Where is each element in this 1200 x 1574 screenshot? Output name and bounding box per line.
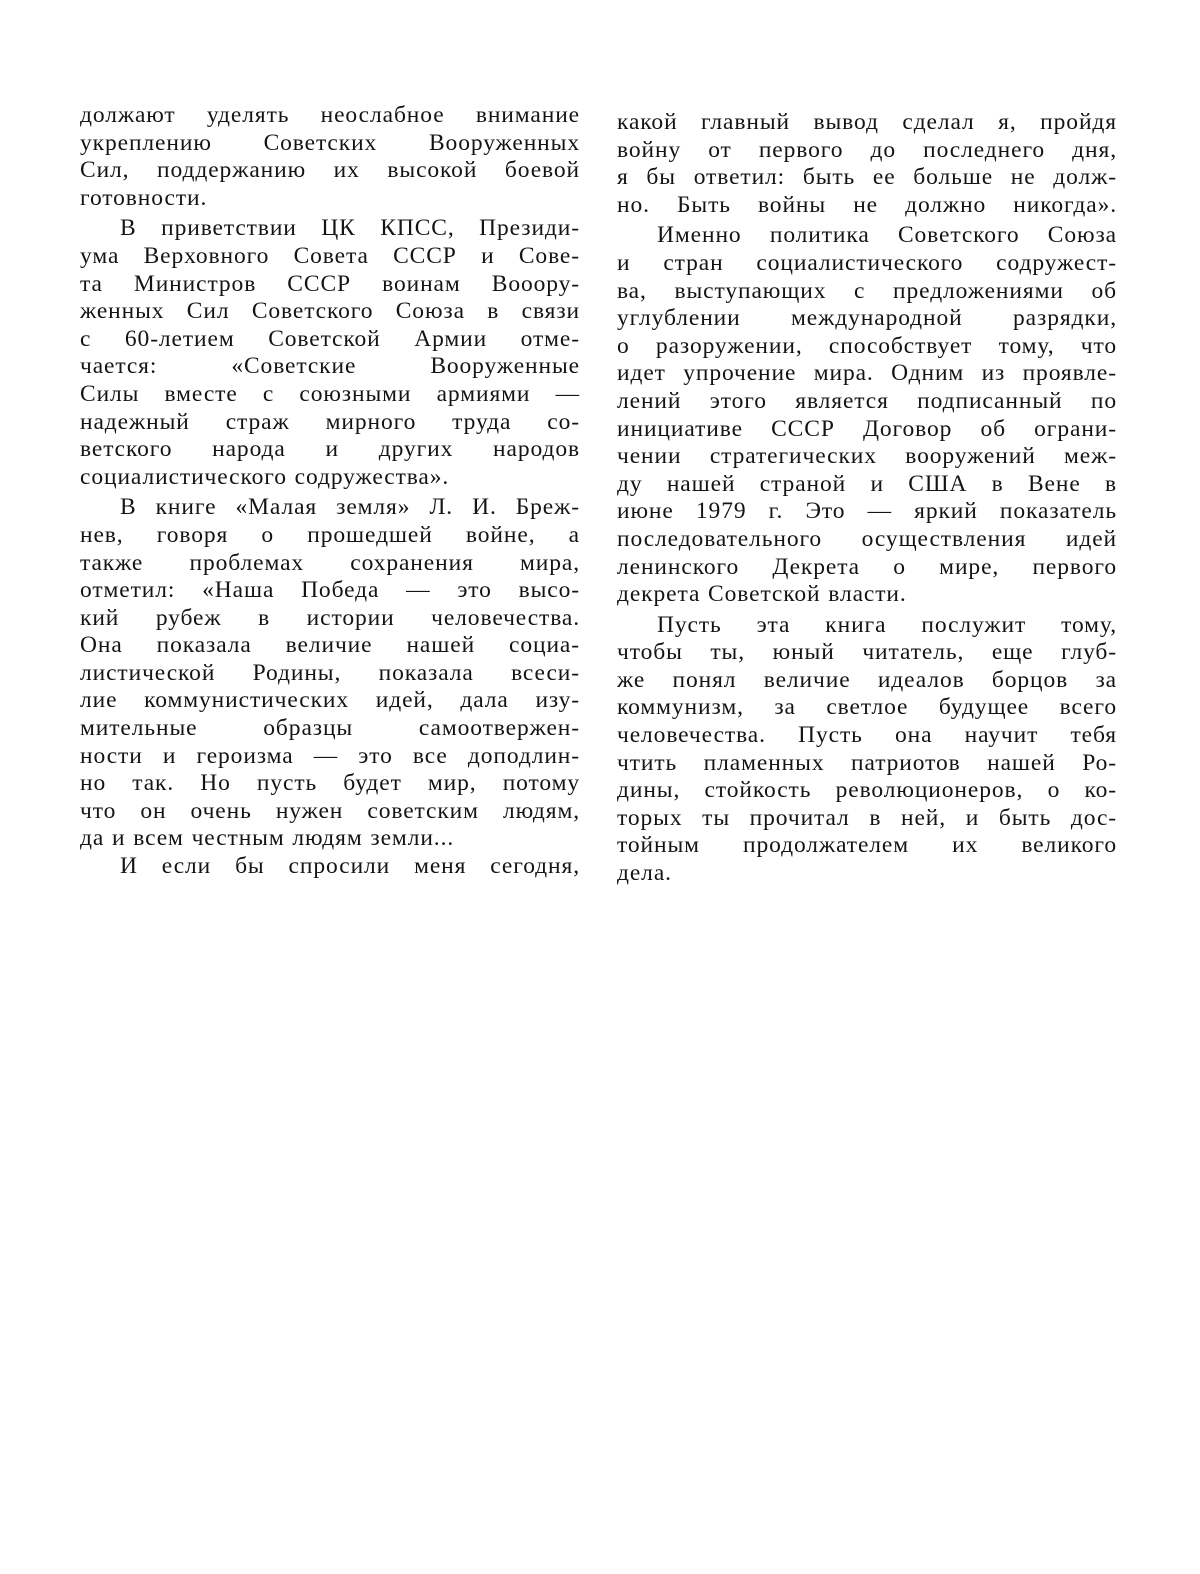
text-line: Она показала величие нашей социа- xyxy=(80,632,580,660)
left-paragraph-1 xyxy=(80,102,580,212)
text-line: последовательного осуществления идей xyxy=(617,526,1117,554)
text-line: углублении международной разрядки, xyxy=(617,305,1117,333)
text-line: ума Верховного Совета СССР и Сове- xyxy=(80,243,580,271)
left-paragraph-2 xyxy=(80,215,580,491)
right-paragraph-1 xyxy=(617,109,1117,219)
text-line: инициативе СССР Договор об ограни- xyxy=(617,416,1117,444)
text-line: войну от первого до последнего дня, xyxy=(617,137,1117,165)
text-line: готовности. xyxy=(80,185,580,213)
text-line: должают уделять неослабное внимание xyxy=(80,102,580,130)
right-paragraph-2 xyxy=(617,222,1117,608)
text-line: надежный страж мирного труда со- xyxy=(80,409,580,437)
text-line: социалистического содружества». xyxy=(80,464,580,492)
text-line: ленинского Декрета о мире, первого xyxy=(617,554,1117,582)
text-line: о разоружении, способствует тому, что xyxy=(617,333,1117,361)
text-line: кий рубеж в истории человечества. xyxy=(80,605,580,633)
text-line: В книге «Малая земля» Л. И. Бреж- xyxy=(80,494,580,522)
text-line: ва, выступающих с предложениями об xyxy=(617,278,1117,306)
text-line: укреплению Советских Вооруженных xyxy=(80,130,580,158)
text-line: Сил, поддержанию их высокой боевой xyxy=(80,157,580,185)
text-line: В приветствии ЦК КПСС, Президи- xyxy=(80,215,580,243)
text-line: торых ты прочитал в ней, и быть дос- xyxy=(617,805,1117,833)
text-line: и стран социалистического содружест- xyxy=(617,250,1117,278)
text-line: чается: «Советские Вооруженные xyxy=(80,353,580,381)
text-line: листической Родины, показала всеси- xyxy=(80,660,580,688)
text-line: что он очень нужен советским людям, xyxy=(80,798,580,826)
right-paragraph-3 xyxy=(617,612,1117,888)
text-line: ветского народа и других народов xyxy=(80,436,580,464)
text-line: Пусть эта книга послужит тому, xyxy=(617,612,1117,640)
text-line: ности и героизма — это все доподлин- xyxy=(80,743,580,771)
text-line: же понял величие идеалов борцов за xyxy=(617,667,1117,695)
text-line: тойным продолжателем их великого xyxy=(617,832,1117,860)
text-line: та Министров СССР воинам Вооору- xyxy=(80,271,580,299)
text-line: чении стратегических вооружений меж- xyxy=(617,443,1117,471)
text-line: Именно политика Советского Союза xyxy=(617,222,1117,250)
right-column xyxy=(617,109,1117,888)
text-line: июне 1979 г. Это — яркий показатель xyxy=(617,498,1117,526)
text-line: я бы ответил: быть ее больше не долж- xyxy=(617,164,1117,192)
text-line: чтобы ты, юный читатель, еще глуб- xyxy=(617,639,1117,667)
left-column xyxy=(80,102,580,881)
text-line: мительные образцы самоотвержен- xyxy=(80,715,580,743)
text-line: но. Быть войны не должно никогда». xyxy=(617,192,1117,220)
text-line: лений этого является подписанный по xyxy=(617,388,1117,416)
text-line: женных Сил Советского Союза в связи xyxy=(80,298,580,326)
text-line: лие коммунистических идей, дала изу- xyxy=(80,687,580,715)
text-line: человечества. Пусть она научит тебя xyxy=(617,722,1117,750)
text-line: коммунизм, за светлое будущее всего xyxy=(617,694,1117,722)
text-line: ду нашей страной и США в Вене в xyxy=(617,471,1117,499)
text-line: отметил: «Наша Победа — это высо- xyxy=(80,577,580,605)
text-line: да и всем честным людям земли... xyxy=(80,825,580,853)
text-line: дины, стойкость революционеров, о ко- xyxy=(617,777,1117,805)
text-line: Силы вместе с союзными армиями — xyxy=(80,381,580,409)
text-line: с 60-летием Советской Армии отме- xyxy=(80,326,580,354)
text-line: дела. xyxy=(617,860,1117,888)
text-line: нев, говоря о прошедшей войне, а xyxy=(80,522,580,550)
text-line: какой главный вывод сделал я, пройдя xyxy=(617,109,1117,137)
text-line: идет упрочение мира. Одним из проявле- xyxy=(617,360,1117,388)
left-paragraph-4 xyxy=(80,853,580,881)
left-paragraph-3 xyxy=(80,494,580,853)
text-line: И если бы спросили меня сегодня, xyxy=(80,853,580,881)
text-line: декрета Советской власти. xyxy=(617,581,1117,609)
text-line: но так. Но пусть будет мир, потому xyxy=(80,770,580,798)
text-line: чтить пламенных патриотов нашей Ро- xyxy=(617,750,1117,778)
text-line: также проблемах сохранения мира, xyxy=(80,550,580,578)
